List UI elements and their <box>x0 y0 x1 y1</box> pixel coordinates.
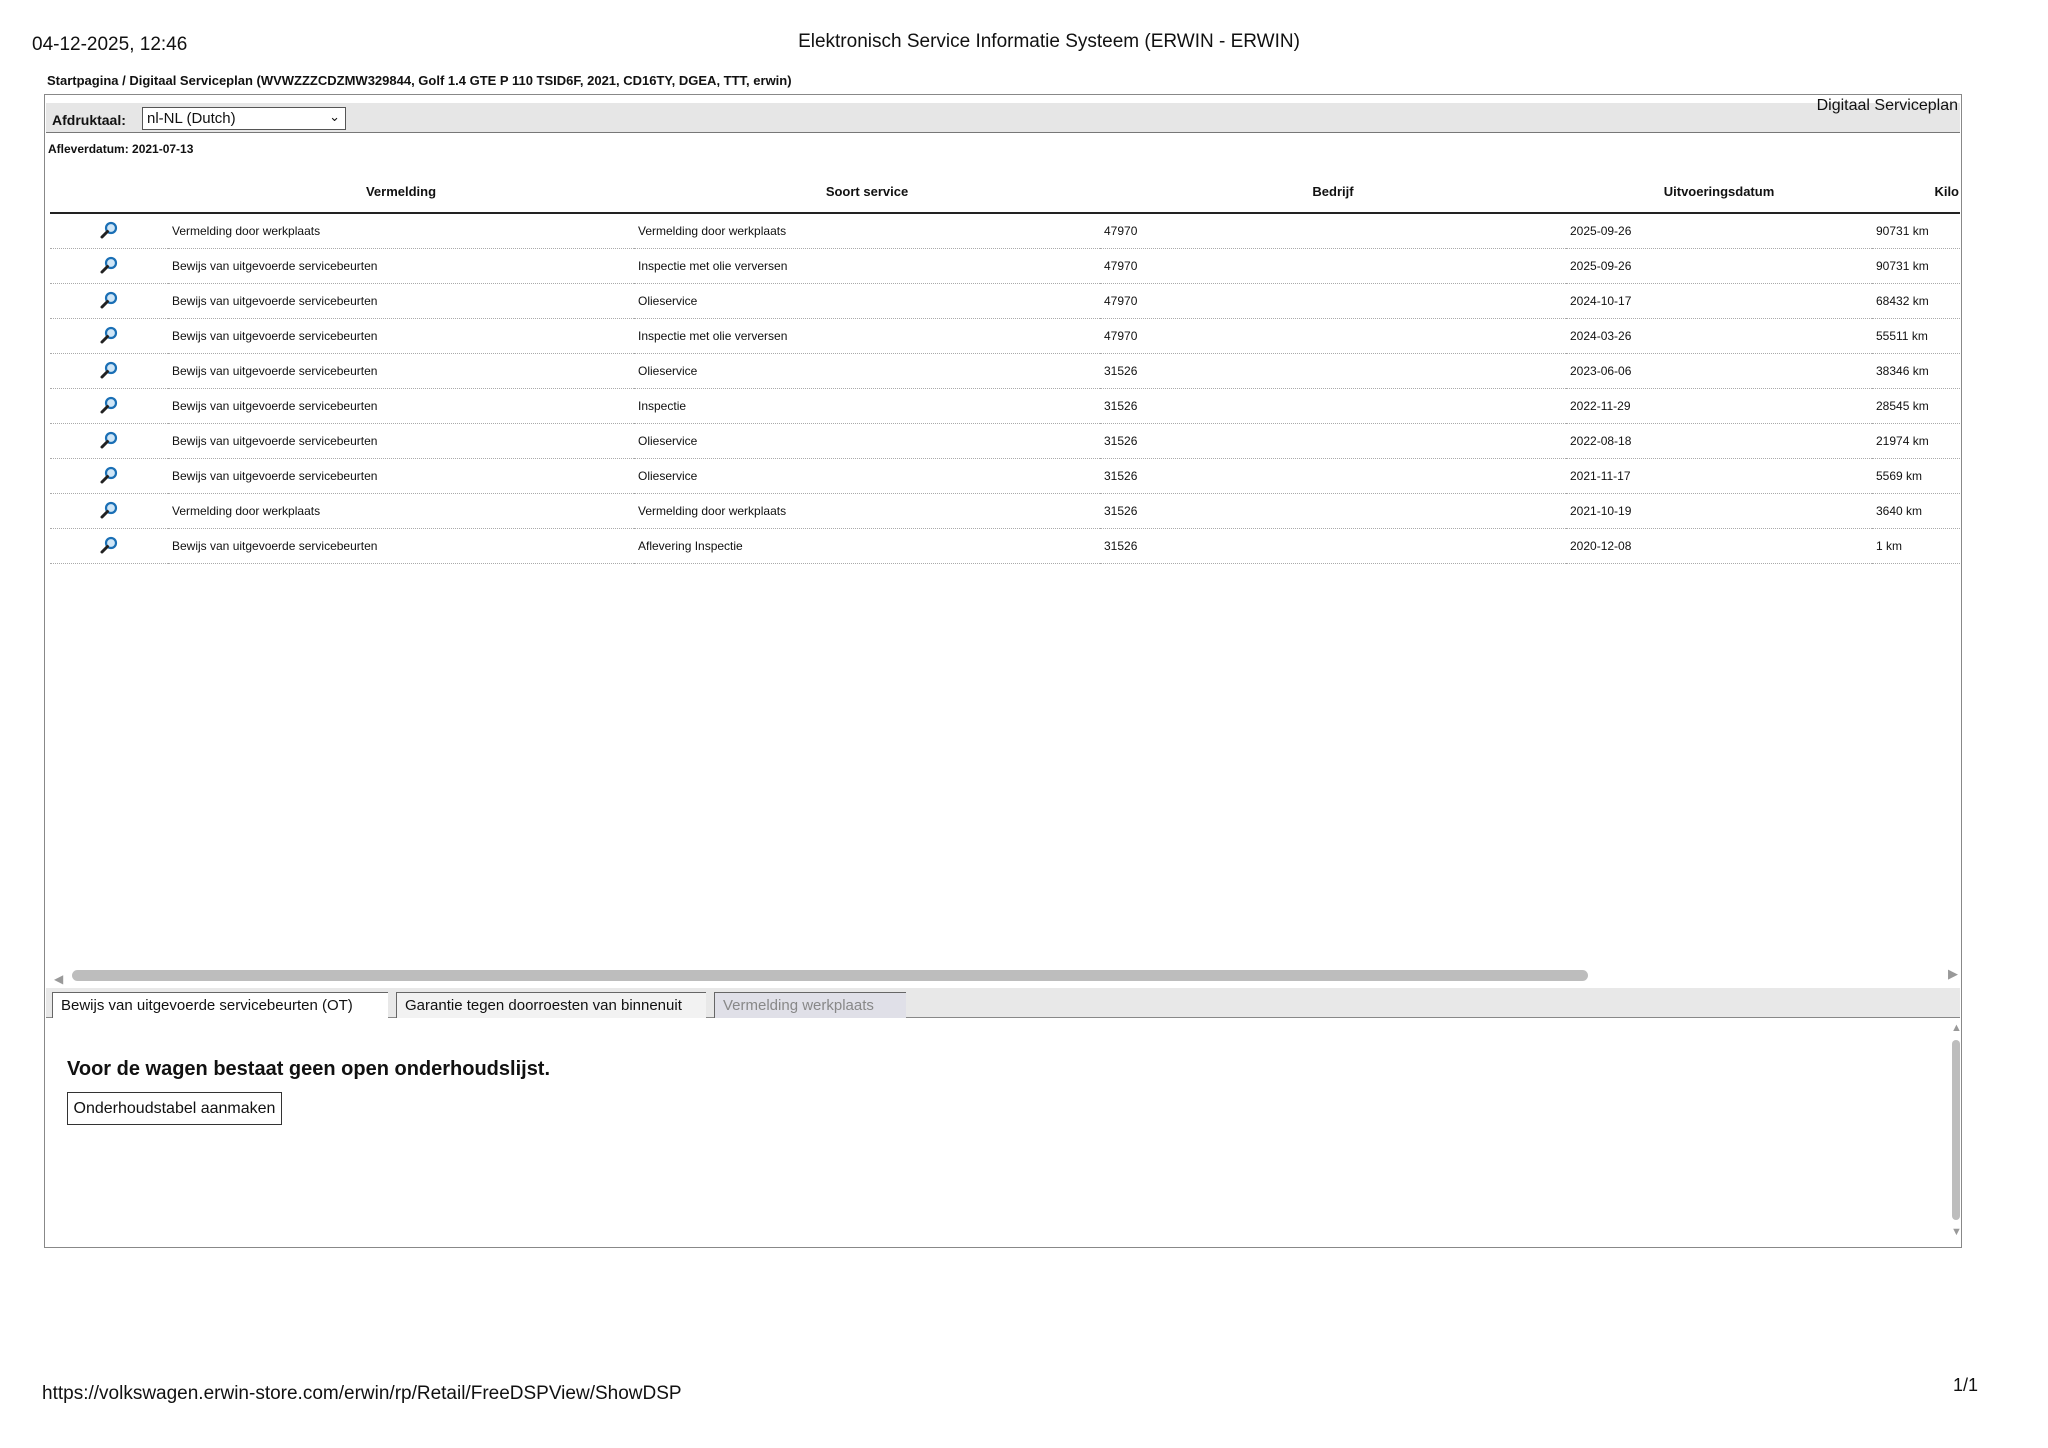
row-date: 2022-11-29 <box>1566 389 1872 424</box>
row-service-type: Inspectie <box>634 389 1100 424</box>
row-date: 2024-10-17 <box>1566 284 1872 319</box>
table-row[interactable] <box>50 529 1960 564</box>
row-service-type: Aflevering Inspectie <box>634 529 1100 564</box>
row-company: 47970 <box>1100 214 1566 249</box>
row-open-cell[interactable] <box>50 424 168 459</box>
row-service-type: Olieservice <box>634 424 1100 459</box>
table-row[interactable] <box>50 214 1960 249</box>
magnifier-icon[interactable] <box>99 535 119 555</box>
row-open-cell[interactable] <box>50 529 168 564</box>
column-header-service[interactable]: Soort service <box>634 170 1100 214</box>
language-label: Afdruktaal: <box>52 112 126 128</box>
row-date: 2021-11-17 <box>1566 459 1872 494</box>
row-open-cell[interactable] <box>50 284 168 319</box>
table-row[interactable] <box>50 459 1960 494</box>
scroll-down-arrow[interactable]: ▼ <box>1951 1226 1962 1238</box>
row-date: 2020-12-08 <box>1566 529 1872 564</box>
magnifier-icon[interactable] <box>99 395 119 415</box>
magnifier-icon[interactable] <box>99 430 119 450</box>
row-open-cell[interactable] <box>50 389 168 424</box>
scroll-right-arrow[interactable]: ▶ <box>1948 966 1958 981</box>
row-company: 31526 <box>1100 424 1566 459</box>
row-open-cell[interactable] <box>50 249 168 284</box>
row-date: 2025-09-26 <box>1566 249 1872 284</box>
row-entry: Bewijs van uitgevoerde servicebeurten <box>168 284 634 319</box>
vertical-scrollbar-thumb[interactable] <box>1952 1040 1960 1220</box>
print-date: 04-12-2025, 12:46 <box>32 34 188 55</box>
row-company: 31526 <box>1100 529 1566 564</box>
table-row[interactable] <box>50 319 1960 354</box>
row-entry: Bewijs van uitgevoerde servicebeurten <box>168 529 634 564</box>
column-header-date[interactable]: Uitvoeringsdatum <box>1566 170 1872 214</box>
delivery-date: Afleverdatum: 2021-07-13 <box>48 142 194 156</box>
magnifier-icon[interactable] <box>99 290 119 310</box>
row-service-type: Inspectie met olie verversen <box>634 249 1100 284</box>
row-date: 2024-03-26 <box>1566 319 1872 354</box>
column-header-km[interactable]: Kilo <box>1872 170 1960 214</box>
row-date: 2023-06-06 <box>1566 354 1872 389</box>
column-header-icon <box>50 170 168 214</box>
scroll-up-arrow[interactable]: ▲ <box>1951 1022 1962 1034</box>
magnifier-icon[interactable] <box>99 465 119 485</box>
row-company: 47970 <box>1100 249 1566 284</box>
row-company: 47970 <box>1100 319 1566 354</box>
breadcrumb[interactable]: Startpagina / Digitaal Serviceplan (WVWZZZCDZMW329844, Golf 1.4 GTE P 110 TSID6F, 2021, CD16TY, DGEA, TTT, erwin) <box>47 73 792 88</box>
table-row[interactable] <box>50 284 1960 319</box>
table-row[interactable] <box>50 424 1960 459</box>
tab-workshop-note[interactable]: Vermelding werkplaats <box>714 992 906 1018</box>
table-row[interactable] <box>50 249 1960 284</box>
magnifier-icon[interactable] <box>99 255 119 275</box>
tab-rust-warranty[interactable]: Garantie tegen doorroesten van binnenuit <box>396 992 706 1018</box>
row-service-type: Olieservice <box>634 459 1100 494</box>
table-row[interactable] <box>50 354 1960 389</box>
row-km: 3640 km <box>1872 494 1960 529</box>
service-table <box>50 170 1960 564</box>
language-value: nl-NL (Dutch) <box>147 110 236 127</box>
table-header-row <box>50 170 1960 214</box>
row-open-cell[interactable] <box>50 214 168 249</box>
page-title: Elektronisch Service Informatie Systeem (ERWIN - ERWIN) <box>798 31 1300 52</box>
row-km: 28545 km <box>1872 389 1960 424</box>
row-entry: Bewijs van uitgevoerde servicebeurten <box>168 249 634 284</box>
row-km: 90731 km <box>1872 249 1960 284</box>
create-maintenance-table-button[interactable]: Onderhoudstabel aanmaken <box>67 1092 282 1125</box>
row-date: 2022-08-18 <box>1566 424 1872 459</box>
row-company: 31526 <box>1100 459 1566 494</box>
language-select[interactable] <box>142 107 346 130</box>
row-entry: Bewijs van uitgevoerde servicebeurten <box>168 424 634 459</box>
row-service-type: Inspectie met olie verversen <box>634 319 1100 354</box>
chevron-down-icon: ⌄ <box>329 109 340 124</box>
row-entry: Bewijs van uitgevoerde servicebeurten <box>168 459 634 494</box>
row-service-type: Olieservice <box>634 354 1100 389</box>
row-date: 2021-10-19 <box>1566 494 1872 529</box>
magnifier-icon[interactable] <box>99 325 119 345</box>
magnifier-icon[interactable] <box>99 220 119 240</box>
scroll-left-arrow[interactable]: ◀ <box>54 972 64 986</box>
row-open-cell[interactable] <box>50 494 168 529</box>
table-row[interactable] <box>50 494 1960 529</box>
row-company: 47970 <box>1100 284 1566 319</box>
row-entry: Vermelding door werkplaats <box>168 214 634 249</box>
row-km: 68432 km <box>1872 284 1960 319</box>
row-km: 21974 km <box>1872 424 1960 459</box>
row-company: 31526 <box>1100 354 1566 389</box>
row-entry: Bewijs van uitgevoerde servicebeurten <box>168 354 634 389</box>
row-company: 31526 <box>1100 389 1566 424</box>
row-km: 55511 km <box>1872 319 1960 354</box>
row-km: 1 km <box>1872 529 1960 564</box>
footer-url: https://volkswagen.erwin-store.com/erwin/rp/Retail/FreeDSPView/ShowDSP <box>42 1383 682 1404</box>
tab-service-proof[interactable]: Bewijs van uitgevoerde servicebeurten (OT) <box>52 992 388 1018</box>
table-row[interactable] <box>50 389 1960 424</box>
row-date: 2025-09-26 <box>1566 214 1872 249</box>
row-entry: Bewijs van uitgevoerde servicebeurten <box>168 319 634 354</box>
empty-maintenance-message: Voor de wagen bestaat geen open onderhoudslijst. <box>67 1058 551 1080</box>
page-number: 1/1 <box>1953 1375 1979 1395</box>
row-entry: Vermelding door werkplaats <box>168 494 634 529</box>
row-entry: Bewijs van uitgevoerde servicebeurten <box>168 389 634 424</box>
horizontal-scrollbar-thumb[interactable] <box>72 970 1588 981</box>
row-open-cell[interactable] <box>50 459 168 494</box>
row-km: 5569 km <box>1872 459 1960 494</box>
row-open-cell[interactable] <box>50 319 168 354</box>
magnifier-icon[interactable] <box>99 500 119 520</box>
row-company: 31526 <box>1100 494 1566 529</box>
row-km: 90731 km <box>1872 214 1960 249</box>
magnifier-icon[interactable] <box>99 360 119 380</box>
row-service-type: Olieservice <box>634 284 1100 319</box>
row-km: 38346 km <box>1872 354 1960 389</box>
row-service-type: Vermelding door werkplaats <box>634 494 1100 529</box>
panel-title: Digitaal Serviceplan <box>1816 97 1958 114</box>
column-header-entry[interactable]: Vermelding <box>168 170 634 214</box>
column-header-company[interactable]: Bedrijf <box>1100 170 1566 214</box>
row-service-type: Vermelding door werkplaats <box>634 214 1100 249</box>
row-open-cell[interactable] <box>50 354 168 389</box>
